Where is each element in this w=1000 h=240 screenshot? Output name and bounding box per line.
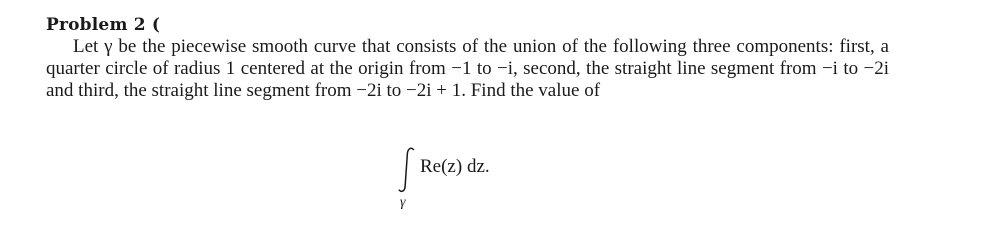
problem-statement: Let γ be the piecewise smooth curve that consists of the union of the following three components: first, a quarter circle of radius 1 centered at the origin from −1 to −i, second, the straight line segment from −i to −2i and third, the straight line segment from −2i to −2i + 1. Find the value of [46,36,889,101]
problem-heading: Problem 2 ( [46,15,161,35]
integral-display [396,145,556,215]
problem-block [46,14,946,102]
integral-sign-icon [396,145,418,195]
integral-subscript: γ [400,195,406,210]
integrand: Re(z) dz. [420,156,490,177]
